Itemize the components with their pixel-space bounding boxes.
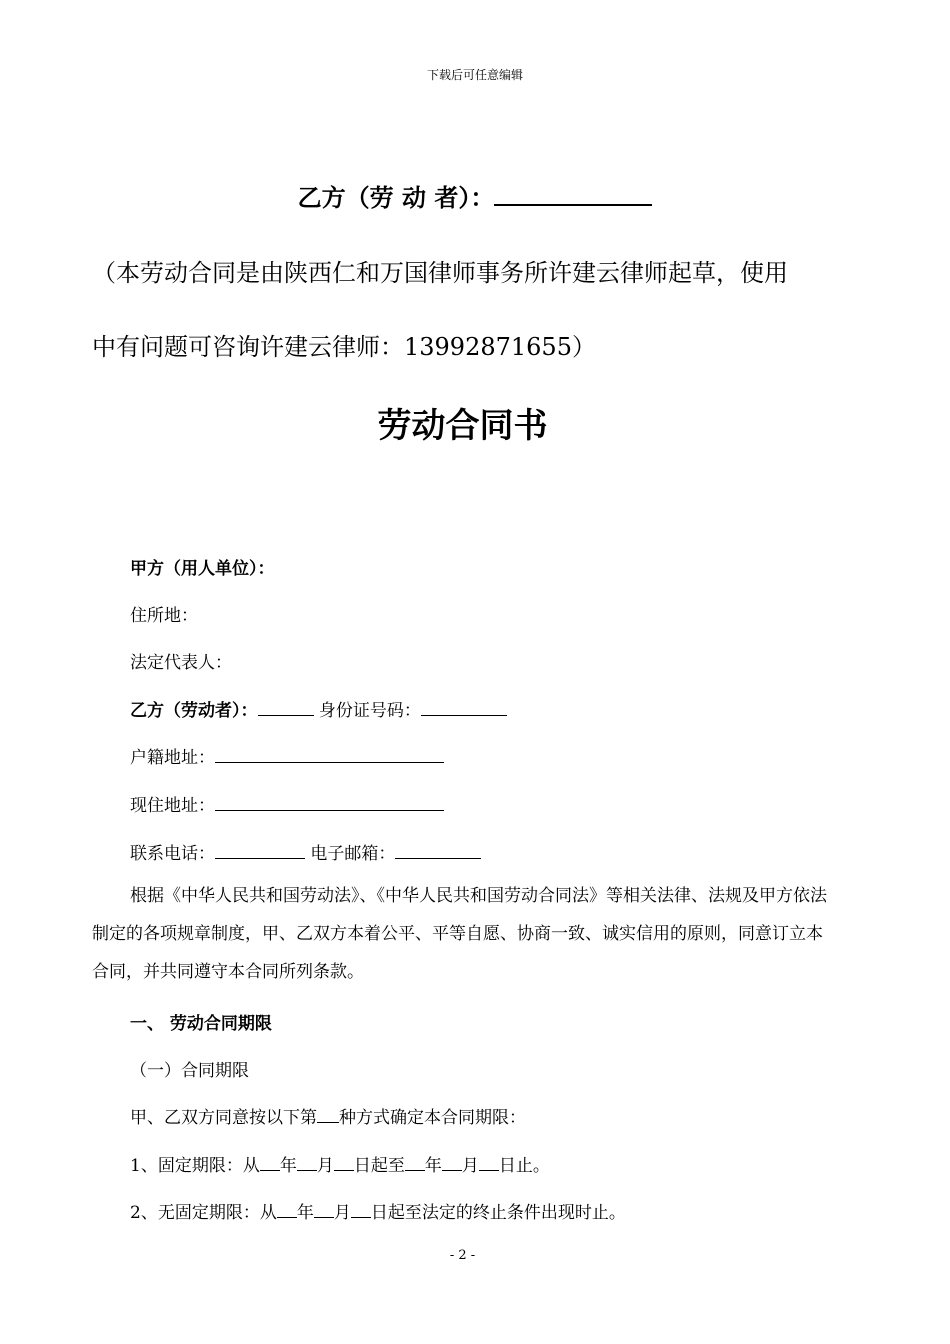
current-address-label: 现住地址： [130,796,215,816]
fixed-end-year-field [405,1154,425,1171]
fixed-start-year-unit: 年 [279,1156,297,1176]
current-address-field [215,794,444,811]
open-start-month-unit: 月 [333,1203,351,1223]
email-label: 电子邮箱： [310,844,396,864]
open-term-line [130,1198,626,1223]
contact-row [130,839,481,864]
current-address-row [130,791,444,816]
section-1-subheading: （一）合同期限 [130,1061,249,1081]
document-title: 劳动合同书 [377,406,548,446]
id-number-label: 身份证号码： [318,701,421,721]
open-start-month-field [314,1201,334,1218]
drafting-note-line2: 中有问题可咨询许建云律师：13992871655） [92,333,596,361]
open-start-year-field [277,1201,297,1218]
term-choice-field [317,1106,339,1123]
page-header: 下载后可任意编辑 [426,68,523,82]
term-choice-text-a: 甲、乙双方同意按以下第 [130,1108,317,1128]
party-a-representative-label: 法定代表人： [130,653,232,673]
party-b-label: 乙方（劳动者）： [130,701,258,721]
phone-label: 联系电话： [130,844,215,864]
email-field [395,842,481,859]
fixed-end-month-unit: 月 [461,1156,479,1176]
party-a-label: 甲方（用人单位）： [130,559,275,579]
open-start-day-field [351,1201,371,1218]
open-term-label: 2、无固定期限：从 [130,1203,277,1223]
party-b-row [130,696,507,721]
fixed-start-day-field [334,1154,354,1171]
party-b-heading-label: 乙方（劳 动 者）： [297,183,495,212]
page-number: - 2 - [449,1248,476,1263]
party-b-name-blank [494,182,652,206]
fixed-start-month-unit: 月 [316,1156,334,1176]
party-a-address-label: 住所地： [130,606,198,626]
open-start-year-unit: 年 [296,1203,314,1223]
fixed-term-line [130,1151,550,1176]
phone-field [215,842,305,859]
id-number-field [421,699,507,716]
fixed-end-text: 日止。 [498,1156,550,1176]
intro-paragraph: 根据《中华人民共和国劳动法》、《中华人民共和国劳动合同法》等相关法律、法规及甲方依法制定的各项规章制度，甲、乙双方本着公平、平等自愿、协商一致、诚实信用的原则，同意订立本合同，并共同遵守本合同所列条款。 [92,886,827,982]
party-b-name-field [258,699,314,716]
term-choice-line [130,1103,526,1128]
fixed-end-month-field [442,1154,462,1171]
fixed-from-text: 日起至 [353,1156,405,1176]
party-b-heading [0,178,950,213]
fixed-start-month-field [297,1154,317,1171]
household-address-row [130,743,444,768]
household-address-field [215,746,444,763]
household-address-label: 户籍地址： [130,748,215,768]
fixed-end-day-field [479,1154,499,1171]
fixed-end-year-unit: 年 [424,1156,442,1176]
drafting-note-line1: （本劳动合同是由陕西仁和万国律师事务所许建云律师起草，使用 [92,259,788,287]
open-term-rest: 日起至法定的终止条件出现时止。 [370,1203,626,1223]
term-choice-text-b: 种方式确定本合同期限： [339,1108,526,1128]
fixed-term-label: 1、固定期限：从 [130,1156,260,1176]
fixed-start-year-field [260,1154,280,1171]
section-1-heading: 一、 劳动合同期限 [130,1014,272,1034]
